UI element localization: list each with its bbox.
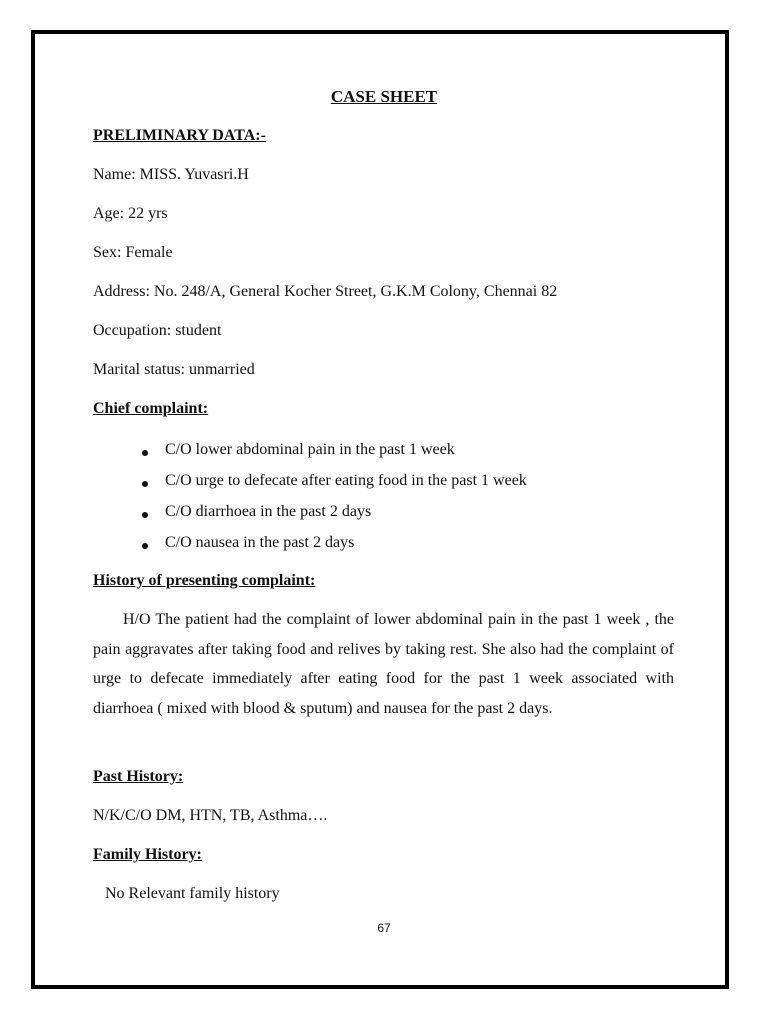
- document-title: CASE SHEET: [330, 87, 438, 106]
- bullet-icon: [142, 543, 148, 549]
- complaint-text: C/O diarrhoea in the past 2 days: [165, 503, 372, 520]
- past-history-heading: Past History:: [93, 768, 184, 785]
- complaint-text: C/O nausea in the past 2 days: [165, 534, 355, 551]
- bullet-icon: [142, 481, 148, 487]
- patient-address: Address: No. 248/A, General Kocher Street, G.K.M Colony, Chennai 82: [93, 283, 558, 300]
- hopc-paragraph: H/O The patient had the complaint of lower abdominal pain in the past 1 week , the pain aggravates after taking food and relives by taking rest. She also had the complaint of urge to defecate immediately after eating food for the past 1 week associated with diarrhoea ( mixed with blood & sputum) and nausea for the past 2 days.: [93, 611, 674, 717]
- preliminary-data-heading: PRELIMINARY DATA:-: [93, 127, 266, 144]
- family-history-text: No Relevant family history: [105, 885, 280, 902]
- chief-complaint-heading: Chief complaint:: [93, 400, 209, 417]
- patient-sex: Sex: Female: [93, 244, 173, 261]
- family-history-heading: Family History:: [93, 846, 202, 863]
- past-history-text: N/K/C/O DM, HTN, TB, Asthma….: [93, 807, 328, 824]
- patient-marital-status: Marital status: unmarried: [93, 361, 255, 378]
- hopc-heading: History of presenting complaint:: [93, 572, 316, 589]
- page-number: 67: [377, 921, 391, 935]
- bullet-icon: [142, 512, 148, 518]
- patient-occupation: Occupation: student: [93, 322, 222, 339]
- patient-name: Name: MISS. Yuvasri.H: [93, 166, 249, 183]
- complaint-text: C/O urge to defecate after eating food in the past 1 week: [165, 472, 527, 489]
- bullet-icon: [142, 450, 148, 456]
- complaint-text: C/O lower abdominal pain in the past 1 week: [165, 441, 455, 458]
- patient-age: Age: 22 yrs: [93, 205, 168, 222]
